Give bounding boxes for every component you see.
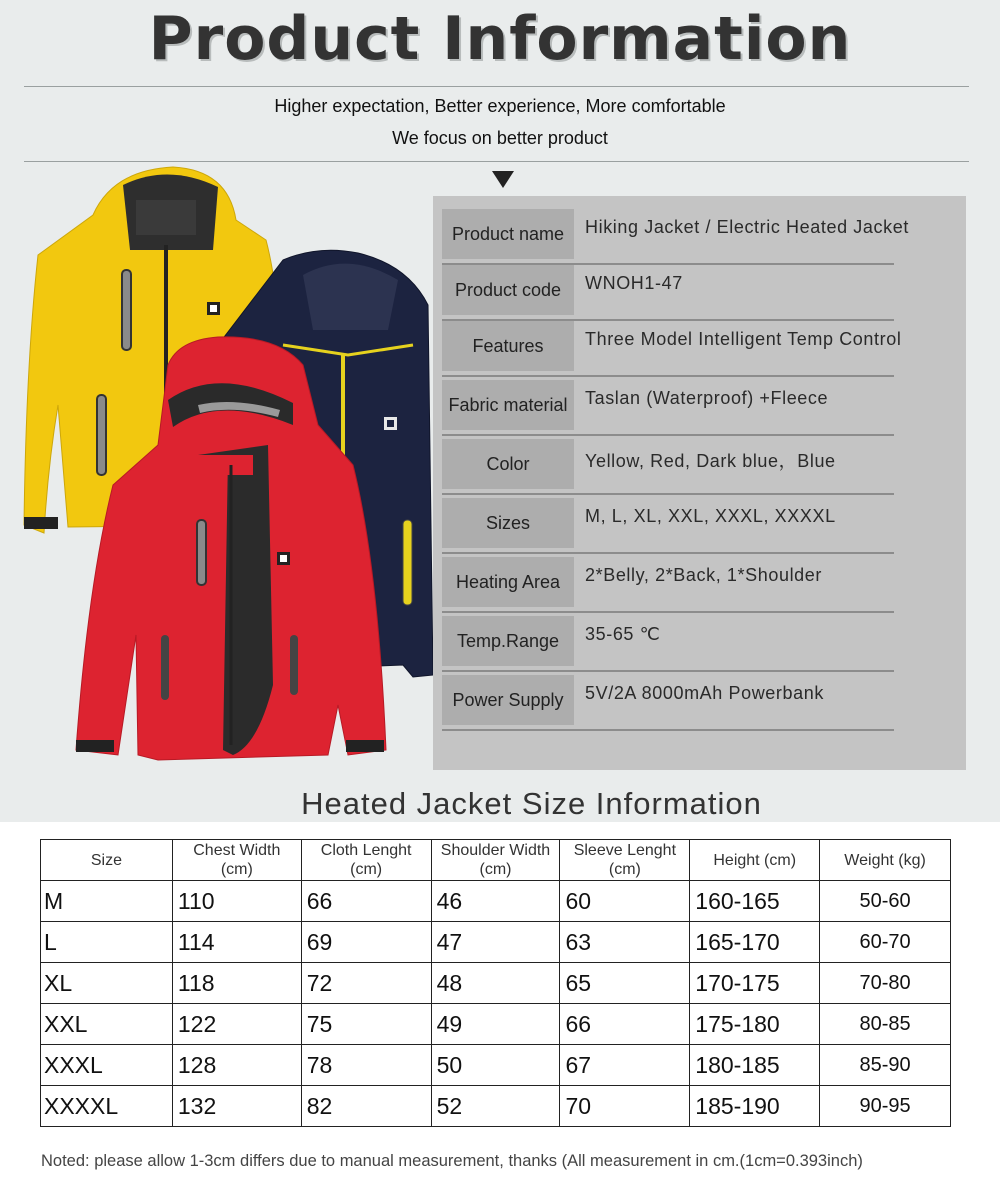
header-divider-top	[24, 86, 969, 87]
cell-cloth-length: 82	[301, 1086, 431, 1127]
cell-chest-width: 122	[172, 1004, 301, 1045]
cell-sleeve-length: 65	[560, 963, 690, 1004]
info-row-heating-area	[442, 549, 894, 605]
info-value: WNOH1-47	[585, 273, 683, 293]
cell-cloth-length: 66	[301, 881, 431, 922]
cell-shoulder-width: 47	[431, 922, 560, 963]
info-row-color	[442, 431, 894, 487]
cell-cloth-length: 69	[301, 922, 431, 963]
row-divider	[442, 729, 894, 731]
table-row	[41, 963, 951, 1004]
tagline-secondary: We focus on better product	[392, 128, 608, 148]
info-label: Fabric material	[442, 380, 574, 430]
info-value: 35-65 ℃	[585, 624, 661, 644]
product-info-panel	[433, 196, 966, 770]
cell-shoulder-width: 46	[431, 881, 560, 922]
cell-height: 160-165	[690, 881, 820, 922]
column-header-cloth-length: Cloth Lenght (cm)	[301, 840, 431, 881]
info-label: Color	[442, 439, 574, 489]
column-header-sleeve-length: Sleeve Lenght (cm)	[560, 840, 690, 881]
info-label: Power Supply	[442, 675, 574, 725]
measurement-note: Noted: please allow 1-3cm differs due to manual measurement, thanks (All measurement in cm.(1cm=0.393inch)	[41, 1152, 863, 1170]
cell-height: 185-190	[690, 1086, 820, 1127]
info-label: Product name	[442, 209, 574, 259]
cell-height: 175-180	[690, 1004, 820, 1045]
info-row-sizes	[442, 490, 894, 546]
cell-cloth-length: 78	[301, 1045, 431, 1086]
table-row	[41, 1045, 951, 1086]
size-table	[40, 839, 951, 1127]
cell-sleeve-length: 63	[560, 922, 690, 963]
down-arrow-icon	[492, 171, 514, 188]
cell-chest-width: 110	[172, 881, 301, 922]
cell-sleeve-length: 60	[560, 881, 690, 922]
info-value: Taslan (Waterproof) +Fleece	[585, 388, 829, 408]
cell-size: XL	[41, 963, 173, 1004]
cell-height: 180-185	[690, 1045, 820, 1086]
table-row	[41, 881, 951, 922]
cell-shoulder-width: 49	[431, 1004, 560, 1045]
column-header-shoulder-width: Shoulder Width (cm)	[431, 840, 560, 881]
column-header-weight: Weight (kg)	[820, 840, 951, 881]
table-row	[41, 1086, 951, 1127]
cell-chest-width: 118	[172, 963, 301, 1004]
cell-height: 170-175	[690, 963, 820, 1004]
column-header-height: Height (cm)	[690, 840, 820, 881]
info-value: Three Model Intelligent Temp Control	[585, 329, 902, 349]
info-label: Features	[442, 321, 574, 371]
table-row	[41, 1004, 951, 1045]
table-row	[41, 922, 951, 963]
cell-weight: 70-80	[820, 963, 951, 1004]
info-value: M, L, XL, XXL, XXXL, XXXXL	[585, 506, 836, 526]
cell-weight: 80-85	[820, 1004, 951, 1045]
info-value: 2*Belly, 2*Back, 1*Shoulder	[585, 565, 822, 585]
cell-weight: 50-60	[820, 881, 951, 922]
cell-chest-width: 132	[172, 1086, 301, 1127]
cell-shoulder-width: 50	[431, 1045, 560, 1086]
cell-shoulder-width: 52	[431, 1086, 560, 1127]
cell-chest-width: 128	[172, 1045, 301, 1086]
cell-weight: 90-95	[820, 1086, 951, 1127]
cell-cloth-length: 72	[301, 963, 431, 1004]
info-label: Temp.Range	[442, 616, 574, 666]
info-row-product-code	[442, 257, 894, 313]
header-divider-bottom	[24, 161, 969, 162]
info-row-fabric-material	[442, 372, 894, 428]
page-title: Product Information	[148, 4, 852, 74]
cell-size: XXL	[41, 1004, 173, 1045]
cell-shoulder-width: 48	[431, 963, 560, 1004]
info-row-power-supply	[442, 667, 894, 723]
cell-height: 165-170	[690, 922, 820, 963]
size-section-title: Heated Jacket Size Information	[301, 786, 762, 821]
jackets-product-image	[18, 165, 433, 765]
cell-weight: 60-70	[820, 922, 951, 963]
cell-sleeve-length: 70	[560, 1086, 690, 1127]
info-row-temp-range	[442, 608, 894, 664]
tagline-primary: Higher expectation, Better experience, More comfortable	[274, 96, 726, 116]
column-header-chest-width: Chest Width (cm)	[172, 840, 301, 881]
cell-size: XXXL	[41, 1045, 173, 1086]
table-header-row	[41, 840, 951, 881]
cell-size: XXXXL	[41, 1086, 173, 1127]
cell-sleeve-length: 66	[560, 1004, 690, 1045]
cell-sleeve-length: 67	[560, 1045, 690, 1086]
info-value: Hiking Jacket / Electric Heated Jacket	[585, 217, 909, 237]
info-label: Product code	[442, 265, 574, 315]
cell-weight: 85-90	[820, 1045, 951, 1086]
info-row-product-name	[442, 201, 909, 257]
cell-size: L	[41, 922, 173, 963]
info-label: Sizes	[442, 498, 574, 548]
cell-chest-width: 114	[172, 922, 301, 963]
info-label: Heating Area	[442, 557, 574, 607]
column-header-size: Size	[41, 840, 173, 881]
info-value: 5V/2A 8000mAh Powerbank	[585, 683, 824, 703]
info-value: Yellow, Red, Dark blue，Blue	[585, 451, 836, 471]
info-row-features	[442, 313, 902, 369]
cell-cloth-length: 75	[301, 1004, 431, 1045]
cell-size: M	[41, 881, 173, 922]
